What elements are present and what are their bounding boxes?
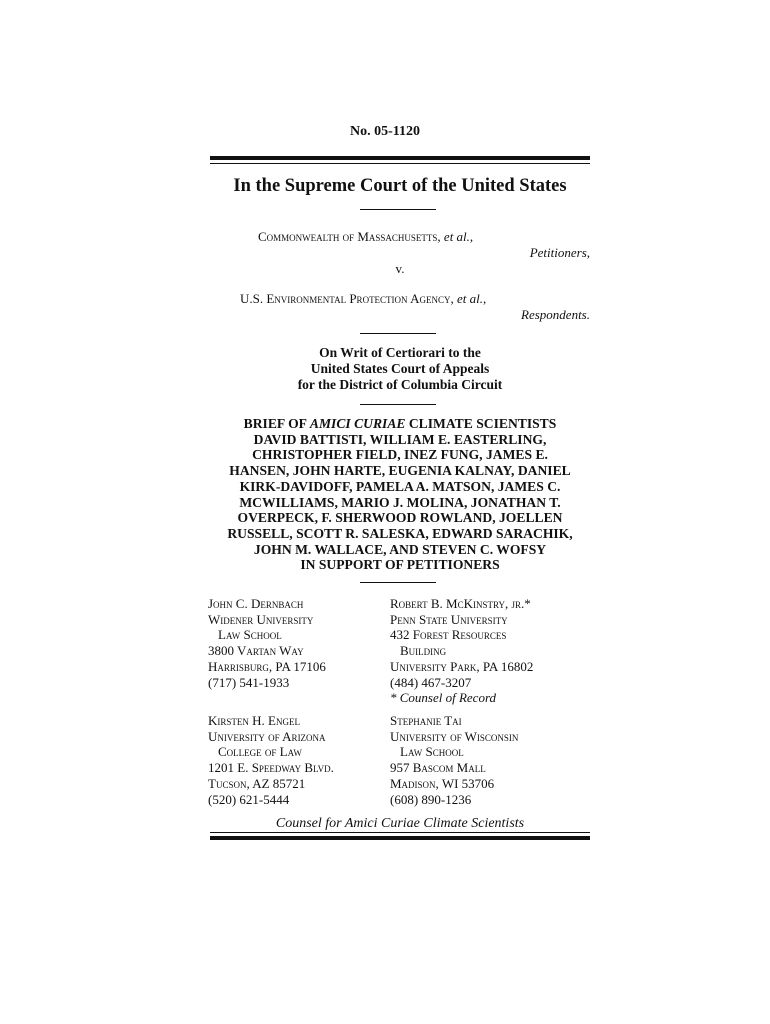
respondent-role: Respondents. [521,307,590,322]
writ-line: for the District of Columbia Circuit [297,377,503,392]
brief-title [196,416,604,573]
counsel-right-top [390,596,533,706]
counsel-line: (608) 890-1236 [390,791,472,807]
counsel-line: 957 Bascom Mall [390,760,486,776]
petitioner-name: Commonwealth of Massachusetts, [258,229,441,244]
brief-line: MCWILLIAMS, MARIO J. MOLINA, JONATHAN T. [239,494,561,510]
counsel-left-top [208,596,326,690]
top-rule-thick [210,156,590,160]
brief-line: OVERPECK, F. SHERWOOD ROWLAND, JOELLEN [237,510,563,526]
brief-line: CHRISTOPHER FIELD, INEZ FUNG, JAMES E. [252,447,548,463]
petitioner-block [210,229,590,261]
counsel-line: (520) 621-5444 [208,791,290,807]
counsel-line: John C. Dernbach [208,596,304,611]
counsel-line: 1201 E. Speedway Blvd. [208,760,334,776]
counsel-line: Widener University [208,611,314,627]
counsel-line: (717) 541-1933 [208,674,290,690]
respondent-block [210,291,590,323]
counsel-right-bottom [390,713,518,807]
brief-line: KIRK-DAVIDOFF, PAMELA A. MATSON, JAMES C. [239,478,561,494]
respondent-etal: et al., [456,291,487,306]
counsel-line: College of Law [218,744,302,760]
writ-block [210,345,590,393]
counsel-line: Harrisburg, PA 17106 [208,658,326,674]
brief-line: IN SUPPORT OF PETITIONERS [300,557,500,573]
brief-amici: AMICI CURIAE [309,416,406,431]
counsel-line: Madison, WI 53706 [390,775,495,791]
writ-line: On Writ of Certiorari to the [319,345,481,360]
respondent-name: U.S. Environmental Protection Agency, [240,291,454,306]
counsel-of-record-note: * Counsel of Record [390,690,497,706]
separator-rule-4 [360,582,436,583]
bottom-rule-thick [210,836,590,840]
brief-line: RUSSELL, SCOTT R. SALESKA, EDWARD SARACHIK, [227,525,573,541]
counsel-line: University Park, PA 16802 [390,658,534,674]
brief-line: JOHN M. WALLACE, AND STEVEN C. WOFSY [253,541,547,557]
bottom-rule-thin [210,832,590,833]
separator-rule-2 [360,333,436,334]
counsel-line: University of Arizona [208,728,326,744]
counsel-line: Law School [400,744,464,760]
court-title: In the Supreme Court of the United States [233,176,567,196]
counsel-line: 432 Forest Resources [390,627,507,643]
docket-number: No. 05-1120 [350,124,420,139]
counsel-line: 3800 Vartan Way [208,643,304,659]
brief-first-line [196,416,604,432]
petitioner-etal: et al., [443,229,474,244]
counsel-line: Tucson, AZ 85721 [208,775,306,791]
counsel-line: Building [400,643,447,659]
separator-rule-3 [360,404,436,405]
counsel-line: Penn State University [390,611,508,627]
petitioner-role: Petitioners, [529,245,590,260]
counsel-line: University of Wisconsin [390,728,519,744]
brief-suffix: CLIMATE SCIENTISTS [405,416,557,431]
counsel-line: (484) 467-3207 [390,674,472,690]
counsel-line: Kirsten H. Engel [208,713,300,728]
counsel-line: Stephanie Tai [390,713,462,728]
top-rule-thin [210,163,590,164]
brief-line: DAVID BATTISTI, WILLIAM E. EASTERLING, [253,431,547,447]
counsel-left-bottom [208,713,334,807]
separator-rule-1 [360,209,436,210]
versus: v. [395,261,405,276]
writ-line: United States Court of Appeals [310,361,490,376]
counsel-footer: Counsel for Amici Curiae Climate Scientists [275,816,525,831]
brief-prefix: BRIEF OF [243,416,310,431]
counsel-line: Law School [218,627,282,643]
counsel-line: Robert B. McKinstry, jr.* [390,596,531,611]
brief-line: HANSEN, JOHN HARTE, EUGENIA KALNAY, DANIEL [229,463,571,479]
